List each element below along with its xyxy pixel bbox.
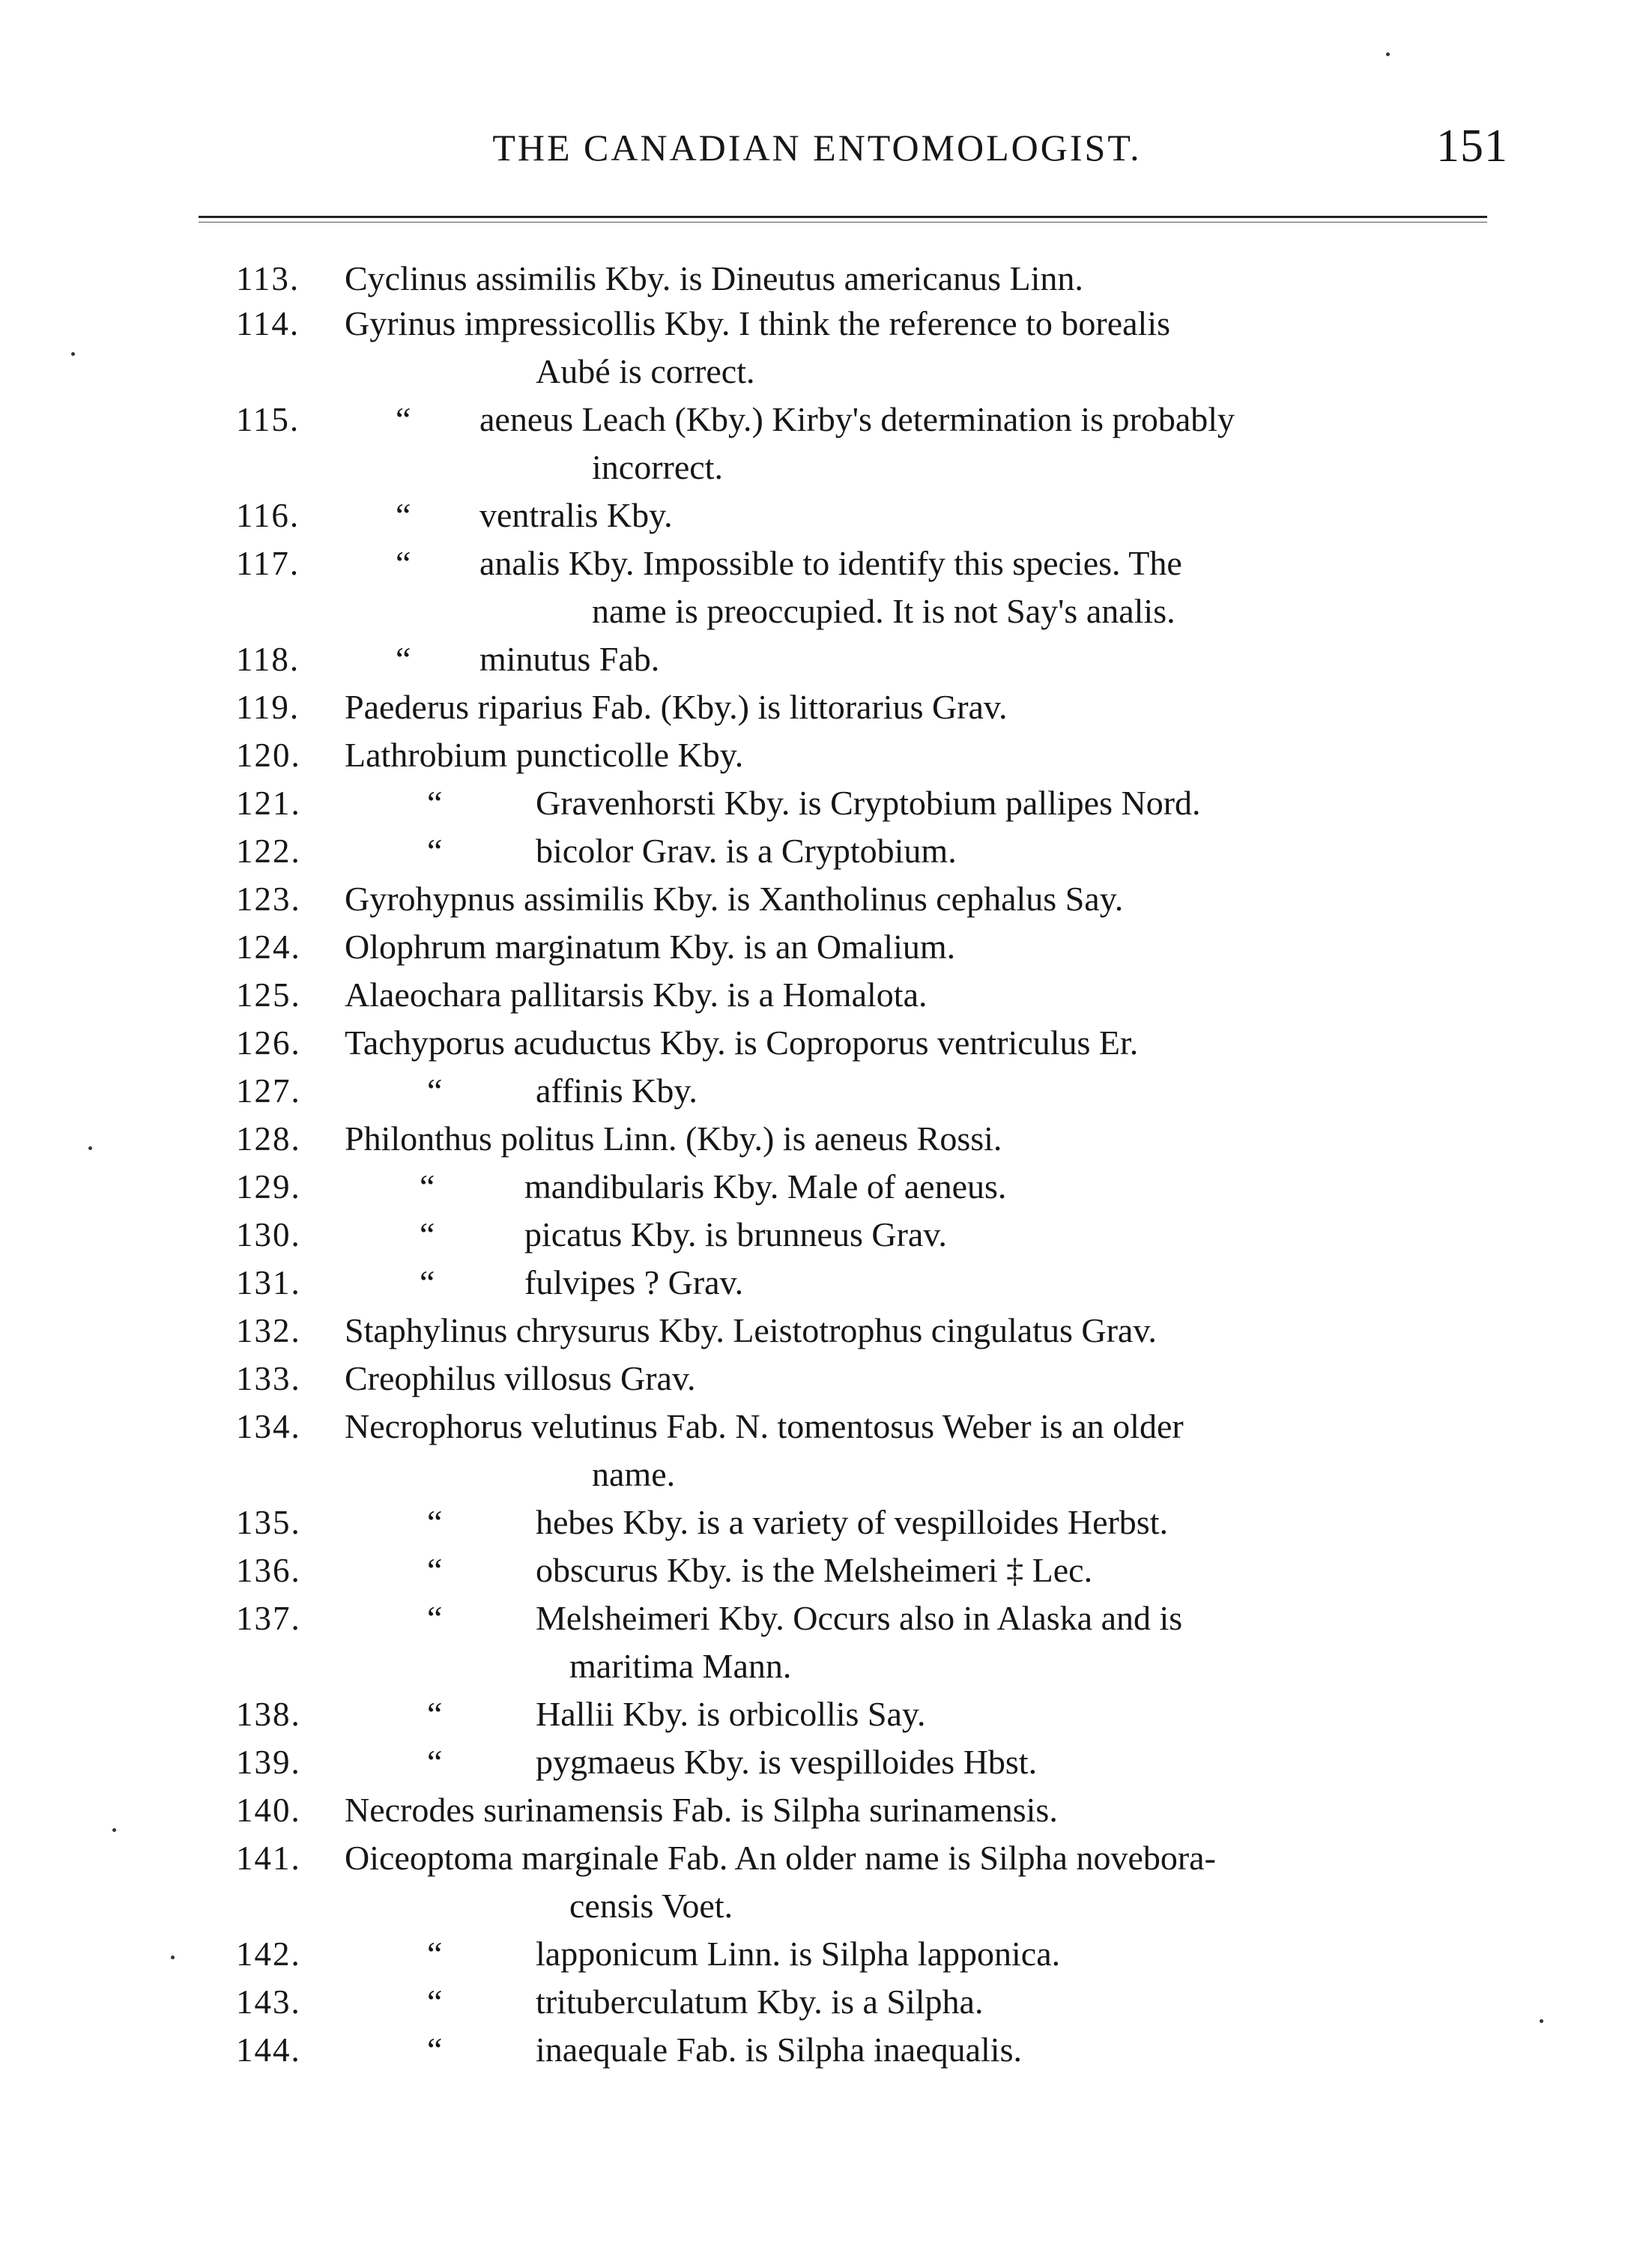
ditto-mark: “: [420, 1263, 435, 1301]
list-entry: [0, 1259, 1634, 1307]
ditto-mark: “: [427, 1935, 443, 1973]
list-entry: [0, 1499, 1634, 1546]
entry-number: 123.: [236, 880, 301, 918]
entry-number: 114.: [236, 305, 300, 342]
list-entry: [0, 1403, 1634, 1493]
entry-number: 120.: [236, 737, 301, 774]
ditto-mark: “: [427, 832, 443, 870]
entry-text: mandibularis Kby. Male of aeneus.: [524, 1167, 1007, 1206]
entry-number: 118.: [236, 641, 300, 678]
list-entry: [0, 1594, 1634, 1685]
list-entry: [0, 1163, 1634, 1211]
entry-number: 115.: [236, 401, 300, 438]
ditto-mark: “: [396, 640, 411, 678]
entry-text: Hallii Kby. is orbicollis Say.: [536, 1695, 926, 1733]
list-entry: [0, 779, 1634, 827]
ditto-mark: “: [396, 400, 411, 438]
entry-text: affinis Kby.: [536, 1071, 698, 1110]
entry-text: picatus Kby. is brunneus Grav.: [524, 1215, 947, 1254]
list-entry: [0, 923, 1634, 971]
page-number: 151: [1436, 121, 1508, 172]
entry-text: Gravenhorsti Kby. is Cryptobium pallipes Nord.: [536, 784, 1201, 822]
ditto-mark: “: [427, 1503, 443, 1541]
entry-text: lapponicum Linn. is Silpha lapponica.: [536, 1935, 1061, 1973]
entry-text: analis Kby. Impossible to identify this species. The: [479, 544, 1182, 582]
list-entry: [0, 1067, 1634, 1115]
entry-continuation: maritima Mann.: [569, 1647, 792, 1685]
entry-text: aeneus Leach (Kby.) Kirby's determination is probably: [479, 400, 1235, 438]
entry-number: 144.: [236, 2031, 301, 2069]
list-entry: [0, 731, 1634, 779]
entry-continuation: incorrect.: [592, 448, 723, 486]
ditto-mark: “: [396, 544, 411, 582]
entry-text: Tachyporus acuductus Kby. is Coproporus ventriculus Er.: [345, 1023, 1139, 1062]
entry-number: 129.: [236, 1168, 301, 1206]
list-entry: [0, 1978, 1634, 2026]
entry-continuation: name.: [592, 1455, 676, 1493]
entry-number: 141.: [236, 1839, 301, 1877]
entry-text: Necrodes surinamensis Fab. is Silpha surinamensis.: [345, 1791, 1058, 1829]
entry-text: ventralis Kby.: [479, 496, 673, 534]
entry-number: 121.: [236, 784, 301, 822]
speck: [171, 1956, 175, 1959]
speck: [1540, 2019, 1543, 2023]
ditto-mark: “: [427, 1983, 443, 2021]
entry-number: 135.: [236, 1504, 301, 1541]
list-entry: [0, 1211, 1634, 1259]
ditto-mark: “: [420, 1215, 435, 1254]
list-entry: [0, 2026, 1634, 2074]
entry-number: 139.: [236, 1744, 301, 1781]
list-entry: [0, 492, 1634, 539]
entry-number: 138.: [236, 1696, 301, 1733]
entry-text: Creophilus villosus Grav.: [345, 1359, 696, 1397]
entry-text: inaequale Fab. is Silpha inaequalis.: [536, 2030, 1022, 2069]
ditto-mark: “: [427, 1071, 443, 1110]
list-entry: [0, 255, 1634, 303]
list-entry: [0, 1834, 1634, 1925]
ditto-mark: “: [427, 1599, 443, 1637]
entry-number: 131.: [236, 1264, 301, 1301]
list-entry: [0, 1115, 1634, 1163]
entry-text: Gyrinus impressicollis Kby. I think the reference to borealis: [345, 304, 1171, 342]
entry-number: 122.: [236, 832, 301, 870]
entry-text: obscurus Kby. is the Melsheimeri ‡ Lec.: [536, 1551, 1093, 1589]
speck: [1386, 52, 1390, 56]
list-entry: [0, 1019, 1634, 1067]
entry-text: Philonthus politus Linn. (Kby.) is aeneus Rossi.: [345, 1119, 1002, 1158]
entry-text: Cyclinus assimilis Kby. is Dineutus americanus Linn.: [345, 259, 1083, 297]
entry-text: Paederus riparius Fab. (Kby.) is littorarius Grav.: [345, 688, 1008, 726]
entry-text: Oiceoptoma marginale Fab. An older name is Silpha novebora-: [345, 1839, 1216, 1877]
ditto-mark: “: [396, 496, 411, 534]
entry-text: Olophrum marginatum Kby. is an Omalium.: [345, 928, 956, 966]
entry-text: trituberculatum Kby. is a Silpha.: [536, 1983, 984, 2021]
entry-number: 143.: [236, 1983, 301, 2021]
list-entry: [0, 1355, 1634, 1403]
entry-continuation: censis Voet.: [569, 1887, 733, 1925]
entry-number: 130.: [236, 1216, 301, 1254]
header-rule: [199, 216, 1487, 218]
entry-number: 134.: [236, 1408, 301, 1445]
ditto-mark: “: [420, 1167, 435, 1206]
entry-number: 124.: [236, 928, 301, 966]
ditto-mark: “: [427, 1551, 443, 1589]
entry-number: 125.: [236, 976, 301, 1014]
list-entry: [0, 875, 1634, 923]
list-entry: [0, 539, 1634, 630]
entry-text: bicolor Grav. is a Cryptobium.: [536, 832, 957, 870]
entry-text: fulvipes ? Grav.: [524, 1263, 744, 1301]
list-entry: [0, 971, 1634, 1019]
entry-number: 113.: [236, 260, 300, 297]
entry-number: 116.: [236, 497, 300, 534]
entry-text: pygmaeus Kby. is vespilloides Hbst.: [536, 1743, 1038, 1781]
entry-number: 117.: [236, 545, 300, 582]
list-entry: [0, 635, 1634, 683]
ditto-mark: “: [427, 1695, 443, 1733]
entry-number: 142.: [236, 1935, 301, 1973]
entry-number: 136.: [236, 1552, 301, 1589]
entry-text: Gyrohypnus assimilis Kby. is Xantholinus cephalus Say.: [345, 880, 1124, 918]
entry-continuation: name is preoccupied. It is not Say's analis.: [592, 592, 1175, 630]
speck: [88, 1146, 92, 1150]
entry-text: minutus Fab.: [479, 640, 660, 678]
entry-number: 126.: [236, 1024, 301, 1062]
header-rule-thin: [199, 222, 1487, 223]
entry-number: 128.: [236, 1120, 301, 1158]
list-entry: [0, 300, 1634, 390]
entry-text: Melsheimeri Kby. Occurs also in Alaska and is: [536, 1599, 1183, 1637]
entry-continuation: Aubé is correct.: [536, 352, 755, 390]
ditto-mark: “: [427, 2030, 443, 2069]
list-entry: [0, 1307, 1634, 1355]
list-entry: [0, 1546, 1634, 1594]
list-entry: [0, 1738, 1634, 1786]
list-entry: [0, 1786, 1634, 1834]
ditto-mark: “: [427, 784, 443, 822]
entry-text: Lathrobium puncticolle Kby.: [345, 736, 744, 774]
running-head-title: THE CANADIAN ENTOMOLOGIST.: [492, 127, 1142, 169]
speck: [112, 1828, 116, 1832]
entry-number: 140.: [236, 1791, 301, 1829]
list-entry: [0, 683, 1634, 731]
ditto-mark: “: [427, 1743, 443, 1781]
list-entry: [0, 1930, 1634, 1978]
entry-number: 132.: [236, 1312, 301, 1349]
entry-text: Necrophorus velutinus Fab. N. tomentosus Weber is an older: [345, 1407, 1184, 1445]
list-entry: [0, 1690, 1634, 1738]
list-entry: [0, 396, 1634, 486]
entry-number: 133.: [236, 1360, 301, 1397]
entry-number: 137.: [236, 1600, 301, 1637]
entry-text: hebes Kby. is a variety of vespilloides Herbst.: [536, 1503, 1168, 1541]
entry-number: 119.: [236, 689, 300, 726]
entry-text: Alaeochara pallitarsis Kby. is a Homalota.: [345, 976, 928, 1014]
list-entry: [0, 827, 1634, 875]
entry-text: Staphylinus chrysurus Kby. Leistotrophus cingulatus Grav.: [345, 1311, 1157, 1349]
speck: [71, 352, 75, 356]
entry-number: 127.: [236, 1072, 301, 1110]
